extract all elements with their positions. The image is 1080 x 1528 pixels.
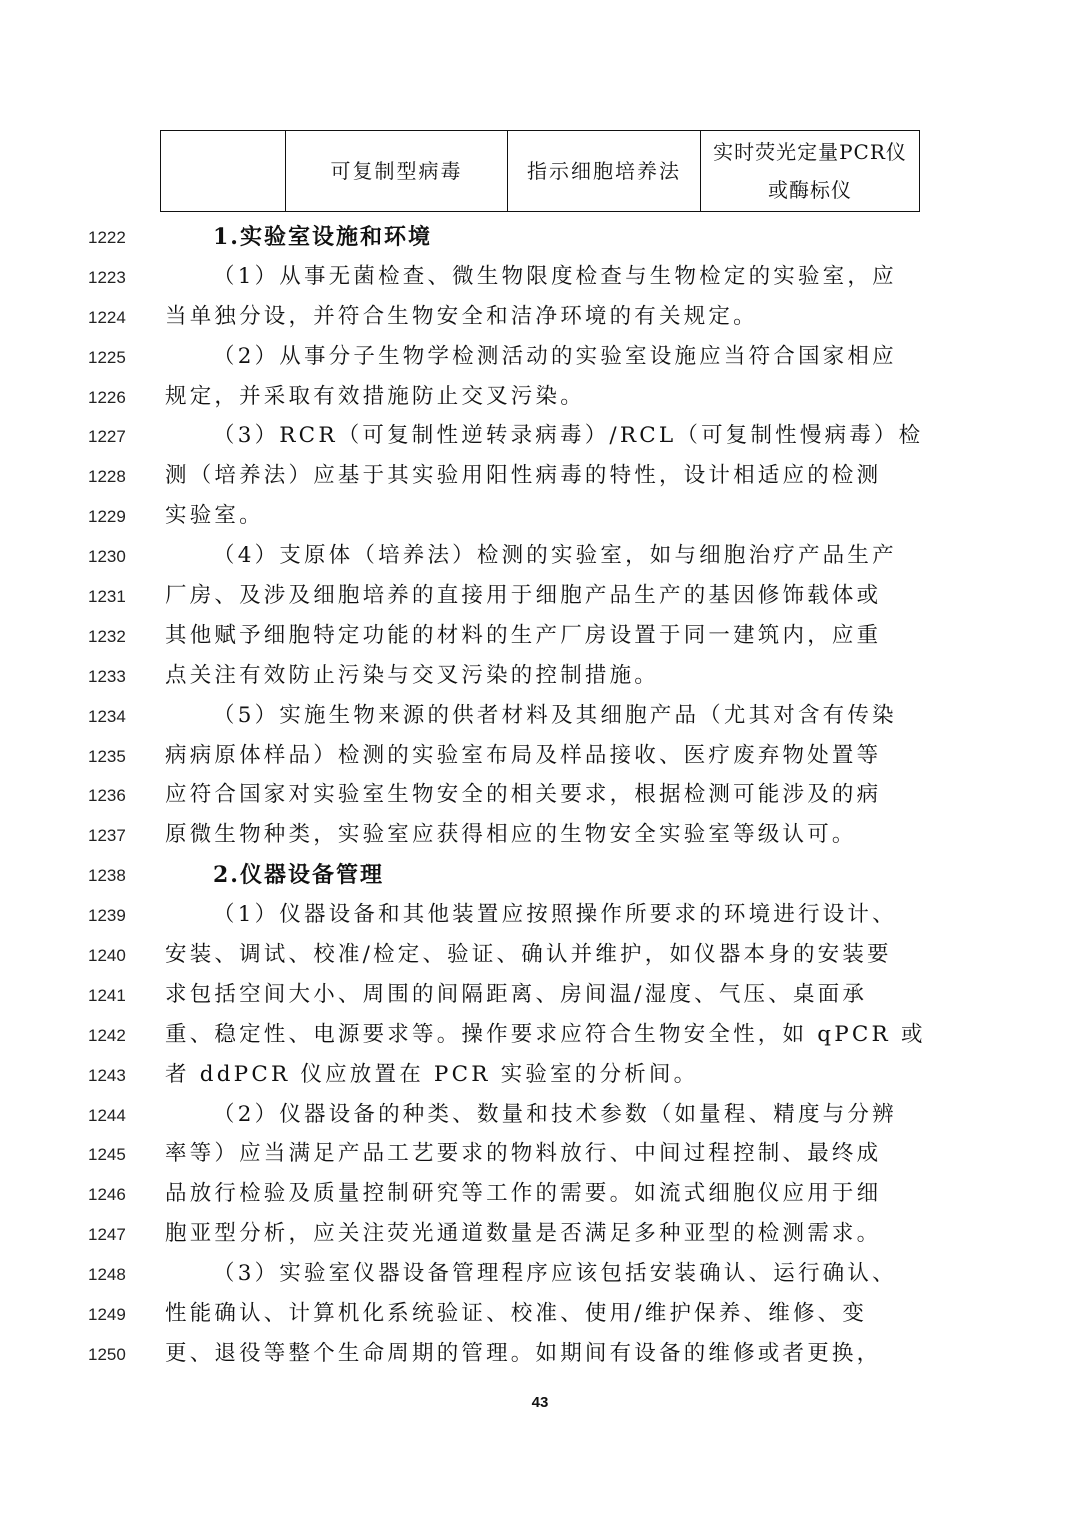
line-number: 1243 bbox=[88, 1065, 126, 1085]
document-line bbox=[0, 338, 1080, 378]
line-text: （1）仪器设备和其他装置应按照操作所要求的环境进行设计、 bbox=[213, 902, 897, 928]
section-heading: 1.实验室设施和环境 bbox=[213, 224, 432, 250]
line-text: （3）实验室仪器设备管理程序应该包括安装确认、运行确认、 bbox=[213, 1261, 897, 1287]
line-text: （1）从事无菌检查、微生物限度检查与生物检定的实验室，应 bbox=[213, 263, 897, 289]
instrument-line-1: 实时荧光定量PCR仪 bbox=[713, 140, 907, 164]
line-text: 应符合国家对实验室生物安全的相关要求，根据检测可能涉及的病 bbox=[165, 782, 882, 808]
document-line bbox=[0, 1255, 1080, 1295]
line-number: 1246 bbox=[88, 1185, 126, 1205]
document-line bbox=[0, 417, 1080, 457]
document-line bbox=[0, 497, 1080, 537]
line-number: 1235 bbox=[88, 746, 126, 766]
line-text: 病病原体样品）检测的实验室布局及样品接收、医疗废弃物处置等 bbox=[165, 742, 882, 768]
line-number: 1232 bbox=[88, 626, 126, 646]
line-text: 规定，并采取有效措施防止交叉污染。 bbox=[165, 383, 585, 409]
line-text: 重、稳定性、电源要求等。操作要求应符合生物安全性，如 qPCR 或 bbox=[165, 1021, 926, 1047]
section-heading: 2.仪器设备管理 bbox=[213, 862, 384, 889]
line-number: 1245 bbox=[88, 1145, 126, 1165]
document-line bbox=[0, 218, 1080, 258]
line-number: 1248 bbox=[88, 1265, 126, 1285]
line-number: 1249 bbox=[88, 1305, 126, 1325]
document-line bbox=[0, 1215, 1080, 1255]
document-line bbox=[0, 1295, 1080, 1335]
document-line bbox=[0, 1016, 1080, 1056]
document-body bbox=[0, 218, 1080, 1375]
line-text: 安装、调试、校准/检定、验证、确认并维护，如仪器本身的安装要 bbox=[165, 942, 892, 968]
line-text: （2）从事分子生物学检测活动的实验室设施应当符合国家相应 bbox=[213, 343, 897, 369]
page-number: 43 bbox=[531, 1394, 549, 1411]
document-line bbox=[0, 856, 1080, 896]
document-line bbox=[0, 577, 1080, 617]
instrument-line-2: 或酶标仪 bbox=[768, 178, 852, 202]
line-text: 品放行检验及质量控制研究等工作的需要。如流式细胞仪应用于细 bbox=[165, 1181, 882, 1207]
table-row bbox=[161, 131, 920, 212]
line-number: 1229 bbox=[88, 507, 126, 527]
line-text: 胞亚型分析，应关注荧光通道数量是否满足多种亚型的检测需求。 bbox=[165, 1221, 882, 1247]
line-number: 1234 bbox=[88, 706, 126, 726]
line-text: 实验室。 bbox=[165, 503, 264, 529]
line-text: 性能确认、计算机化系统验证、校准、使用/维护保养、维修、变 bbox=[165, 1301, 868, 1327]
document-line bbox=[0, 936, 1080, 976]
line-number: 1230 bbox=[88, 547, 126, 567]
line-text: 当单独分设，并符合生物安全和洁净环境的有关规定。 bbox=[165, 303, 758, 329]
document-line bbox=[0, 1135, 1080, 1175]
document-line bbox=[0, 1175, 1080, 1215]
line-number: 1247 bbox=[88, 1225, 126, 1245]
line-number: 1227 bbox=[88, 427, 126, 447]
document-line bbox=[0, 1335, 1080, 1375]
line-text: 更、退役等整个生命周期的管理。如期间有设备的维修或者更换， bbox=[165, 1340, 882, 1366]
line-text: 测（培养法）应基于其实验用阳性病毒的特性，设计相适应的检测 bbox=[165, 463, 882, 489]
line-number: 1238 bbox=[88, 866, 126, 886]
line-text: （3）RCR（可复制性逆转录病毒）/RCL（可复制性慢病毒）检 bbox=[213, 423, 924, 449]
document-line bbox=[0, 737, 1080, 777]
line-number: 1225 bbox=[88, 347, 126, 367]
document-line bbox=[0, 378, 1080, 418]
line-text: （5）实施生物来源的供者材料及其细胞产品（尤其对含有传染 bbox=[213, 702, 897, 728]
line-text: （4）支原体（培养法）检测的实验室，如与细胞治疗产品生产 bbox=[213, 543, 897, 569]
line-number: 1223 bbox=[88, 267, 126, 287]
line-text: 点关注有效防止污染与交叉污染的控制措施。 bbox=[165, 662, 660, 688]
line-number: 1239 bbox=[88, 906, 126, 926]
table-cell-instrument bbox=[701, 131, 920, 212]
document-line bbox=[0, 776, 1080, 816]
line-number: 1222 bbox=[88, 228, 126, 247]
document-line bbox=[0, 976, 1080, 1016]
line-number: 1241 bbox=[88, 985, 126, 1005]
table-cell-virus-type: 可复制型病毒 bbox=[286, 131, 508, 212]
document-line bbox=[0, 537, 1080, 577]
document-line bbox=[0, 697, 1080, 737]
line-number: 1240 bbox=[88, 946, 126, 966]
table-cell-empty bbox=[161, 131, 286, 212]
line-number: 1224 bbox=[88, 307, 126, 327]
document-line bbox=[0, 657, 1080, 697]
line-text: 求包括空间大小、周围的间隔距离、房间温/湿度、气压、桌面承 bbox=[165, 981, 868, 1007]
document-line bbox=[0, 258, 1080, 298]
line-number: 1226 bbox=[88, 387, 126, 407]
document-line bbox=[0, 457, 1080, 497]
line-text: （2）仪器设备的种类、数量和技术参数（如量程、精度与分辨 bbox=[213, 1101, 897, 1127]
table-cell-method: 指示细胞培养法 bbox=[508, 131, 701, 212]
line-number: 1231 bbox=[88, 587, 126, 607]
document-line bbox=[0, 298, 1080, 338]
line-text: 者 ddPCR 仪应放置在 PCR 实验室的分析间。 bbox=[165, 1061, 699, 1087]
line-number: 1236 bbox=[88, 786, 126, 806]
line-number: 1228 bbox=[88, 467, 126, 487]
document-line bbox=[0, 1056, 1080, 1096]
document-line bbox=[0, 1096, 1080, 1136]
document-line bbox=[0, 816, 1080, 856]
line-text: 其他赋予细胞特定功能的材料的生产厂房设置于同一建筑内，应重 bbox=[165, 622, 882, 648]
line-number: 1237 bbox=[88, 826, 126, 846]
line-number: 1244 bbox=[88, 1105, 126, 1125]
document-line bbox=[0, 896, 1080, 936]
line-number: 1233 bbox=[88, 666, 126, 686]
line-text: 原微生物种类，实验室应获得相应的生物安全实验室等级认可。 bbox=[165, 822, 857, 848]
document-line bbox=[0, 617, 1080, 657]
equipment-table bbox=[160, 130, 920, 212]
line-text: 率等）应当满足产品工艺要求的物料放行、中间过程控制、最终成 bbox=[165, 1141, 882, 1167]
line-text: 厂房、及涉及细胞培养的直接用于细胞产品生产的基因修饰载体或 bbox=[165, 583, 882, 609]
line-number: 1242 bbox=[88, 1025, 126, 1045]
line-number: 1250 bbox=[88, 1344, 126, 1364]
